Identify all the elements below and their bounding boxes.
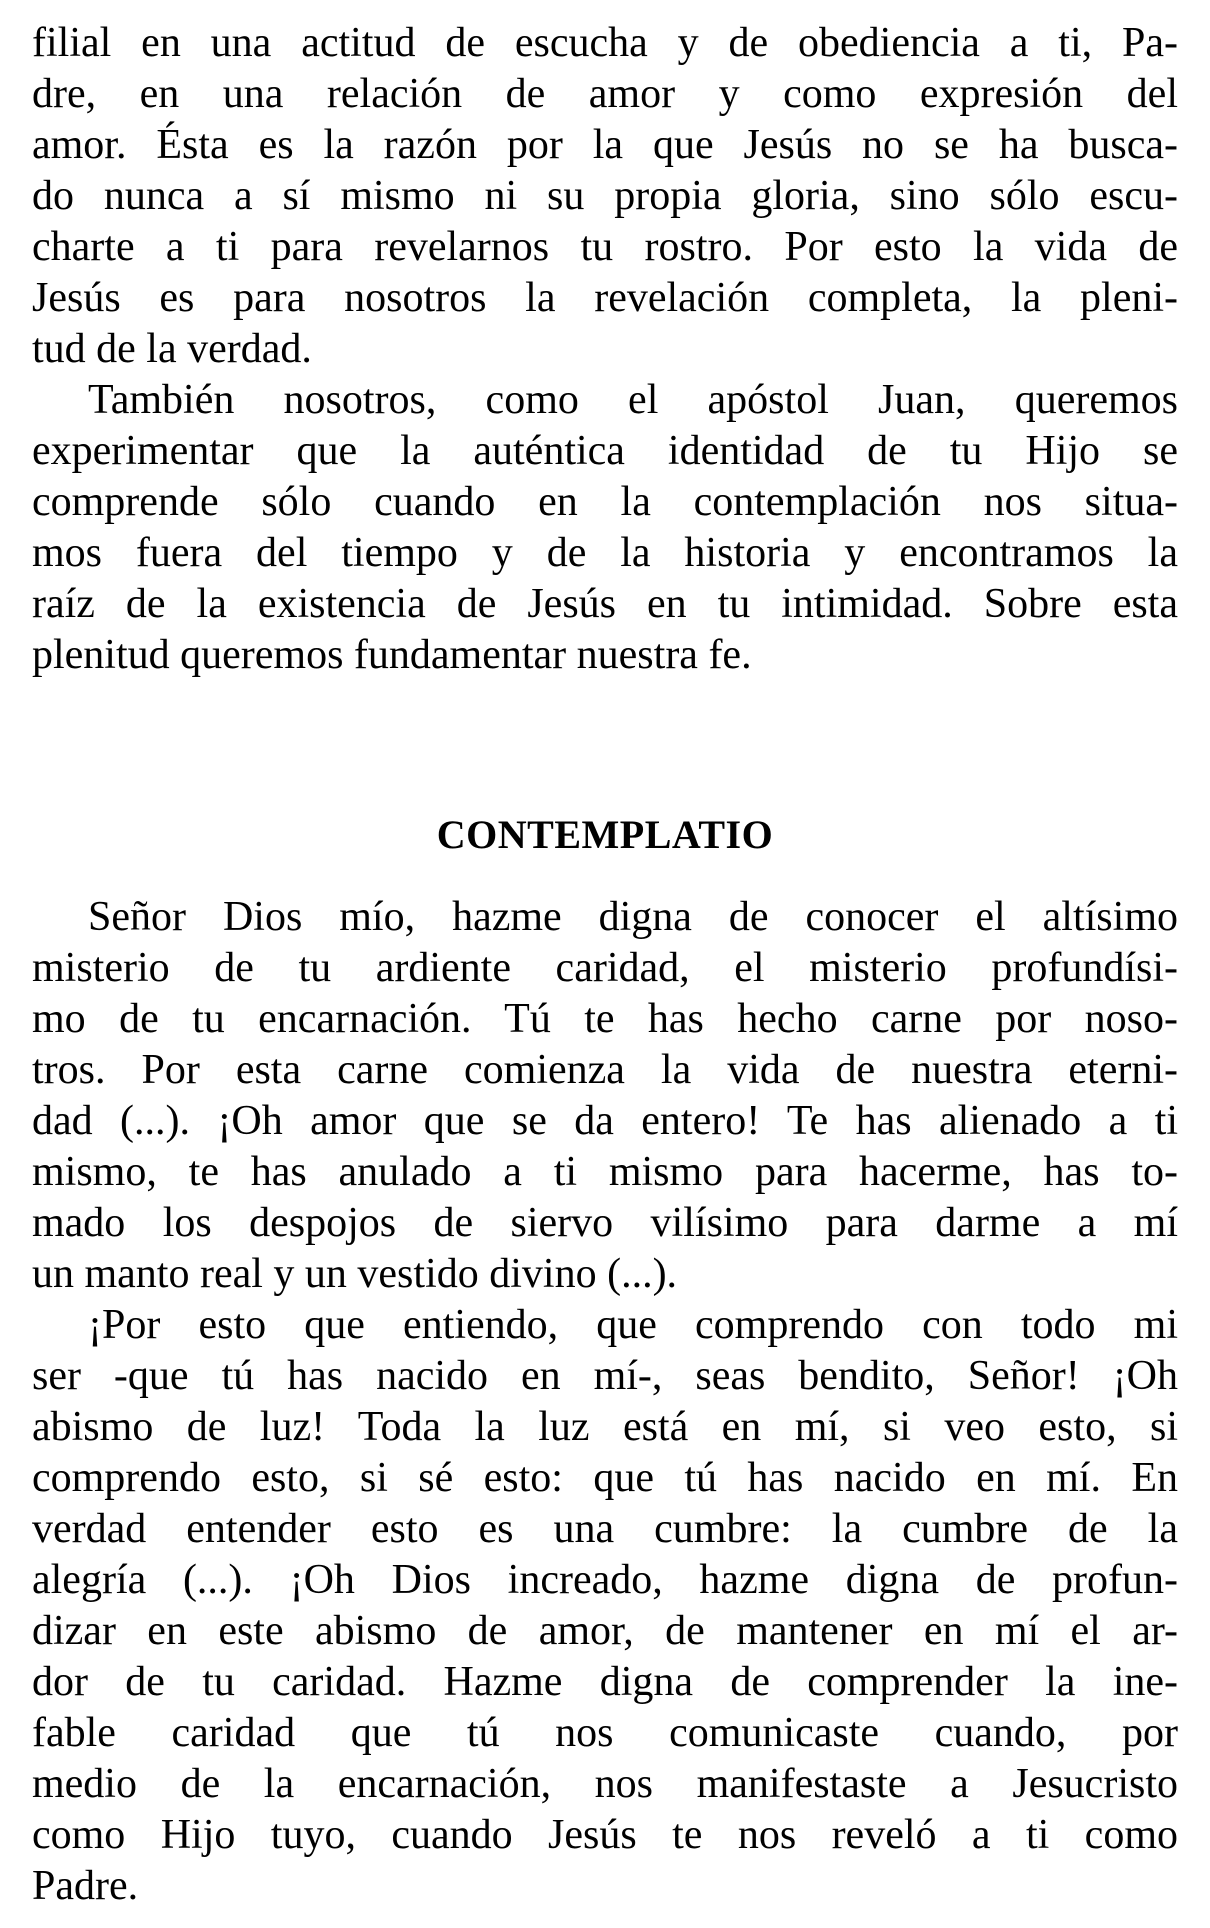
- text-line: como Hijo tuyo, cuando Jesús te nos reveló a ti como: [32, 1812, 1178, 1858]
- text-line: También nosotros, como el apóstol Juan, queremos: [88, 377, 1178, 423]
- text-line: mo de tu encarnación. Tú te has hecho carne por noso-: [32, 996, 1178, 1042]
- text-line: Jesús es para nosotros la revelación completa, la pleni-: [32, 275, 1178, 321]
- text-line: verdad entender esto es una cumbre: la cumbre de la: [32, 1506, 1178, 1552]
- paragraph-4: [32, 1300, 1178, 1912]
- text-line: experimentar que la auténtica identidad de tu Hijo se: [32, 428, 1178, 474]
- text-line: ¡Por esto que entiendo, que comprendo con todo mi: [88, 1302, 1178, 1348]
- text-line: fable caridad que tú nos comunicaste cuando, por: [32, 1710, 1178, 1756]
- text-line: plenitud queremos fundamentar nuestra fe.: [32, 632, 752, 678]
- text-line: comprendo esto, si sé esto: que tú has nacido en mí. En: [32, 1455, 1178, 1501]
- text-line: do nunca a sí mismo ni su propia gloria, sino sólo escu-: [32, 173, 1178, 219]
- text-line: mos fuera del tiempo y de la historia y encontramos la: [32, 530, 1178, 576]
- text-line: misterio de tu ardiente caridad, el misterio profundísi-: [32, 945, 1178, 991]
- text-line: dre, en una relación de amor y como expresión del: [32, 71, 1178, 117]
- text-line: amor. Ésta es la razón por la que Jesús no se ha busca-: [32, 122, 1178, 168]
- text-line: Señor Dios mío, hazme digna de conocer el altísimo: [88, 894, 1178, 940]
- document-page: [32, 18, 1178, 1912]
- section-heading: CONTEMPLATIO: [436, 812, 774, 857]
- text-line: mado los despojos de siervo vilísimo para darme a mí: [32, 1200, 1178, 1246]
- text-line: Padre.: [32, 1863, 139, 1909]
- text-line: mismo, te has anulado a ti mismo para hacerme, has to-: [32, 1149, 1178, 1195]
- text-line: abismo de luz! Toda la luz está en mí, si veo esto, si: [32, 1404, 1178, 1450]
- section-spacer: [32, 681, 1178, 809]
- text-line: charte a ti para revelarnos tu rostro. Por esto la vida de: [32, 224, 1178, 270]
- text-line: dor de tu caridad. Hazme digna de comprender la ine-: [32, 1659, 1178, 1705]
- text-line: ser -que tú has nacido en mí-, seas bendito, Señor! ¡Oh: [32, 1353, 1178, 1399]
- text-line: un manto real y un vestido divino (...).: [32, 1251, 678, 1297]
- text-line: filial en una actitud de escucha y de obediencia a ti, Pa-: [32, 20, 1178, 66]
- text-line: medio de la encarnación, nos manifestaste a Jesucristo: [32, 1761, 1178, 1807]
- paragraph-3: [32, 892, 1178, 1300]
- text-line: dad (...). ¡Oh amor que se da entero! Te has alienado a ti: [32, 1098, 1178, 1144]
- text-line: alegría (...). ¡Oh Dios increado, hazme digna de profun-: [32, 1557, 1178, 1603]
- text-line: comprende sólo cuando en la contemplación nos situa-: [32, 479, 1178, 525]
- text-line: tros. Por esta carne comienza la vida de nuestra eterni-: [32, 1047, 1178, 1093]
- paragraph-1: [32, 18, 1178, 375]
- text-line: raíz de la existencia de Jesús en tu intimidad. Sobre esta: [32, 581, 1178, 627]
- paragraph-2: [32, 375, 1178, 681]
- heading-spacer: [32, 860, 1178, 892]
- text-line: dizar en este abismo de amor, de mantener en mí el ar-: [32, 1608, 1178, 1654]
- text-line: tud de la verdad.: [32, 326, 312, 372]
